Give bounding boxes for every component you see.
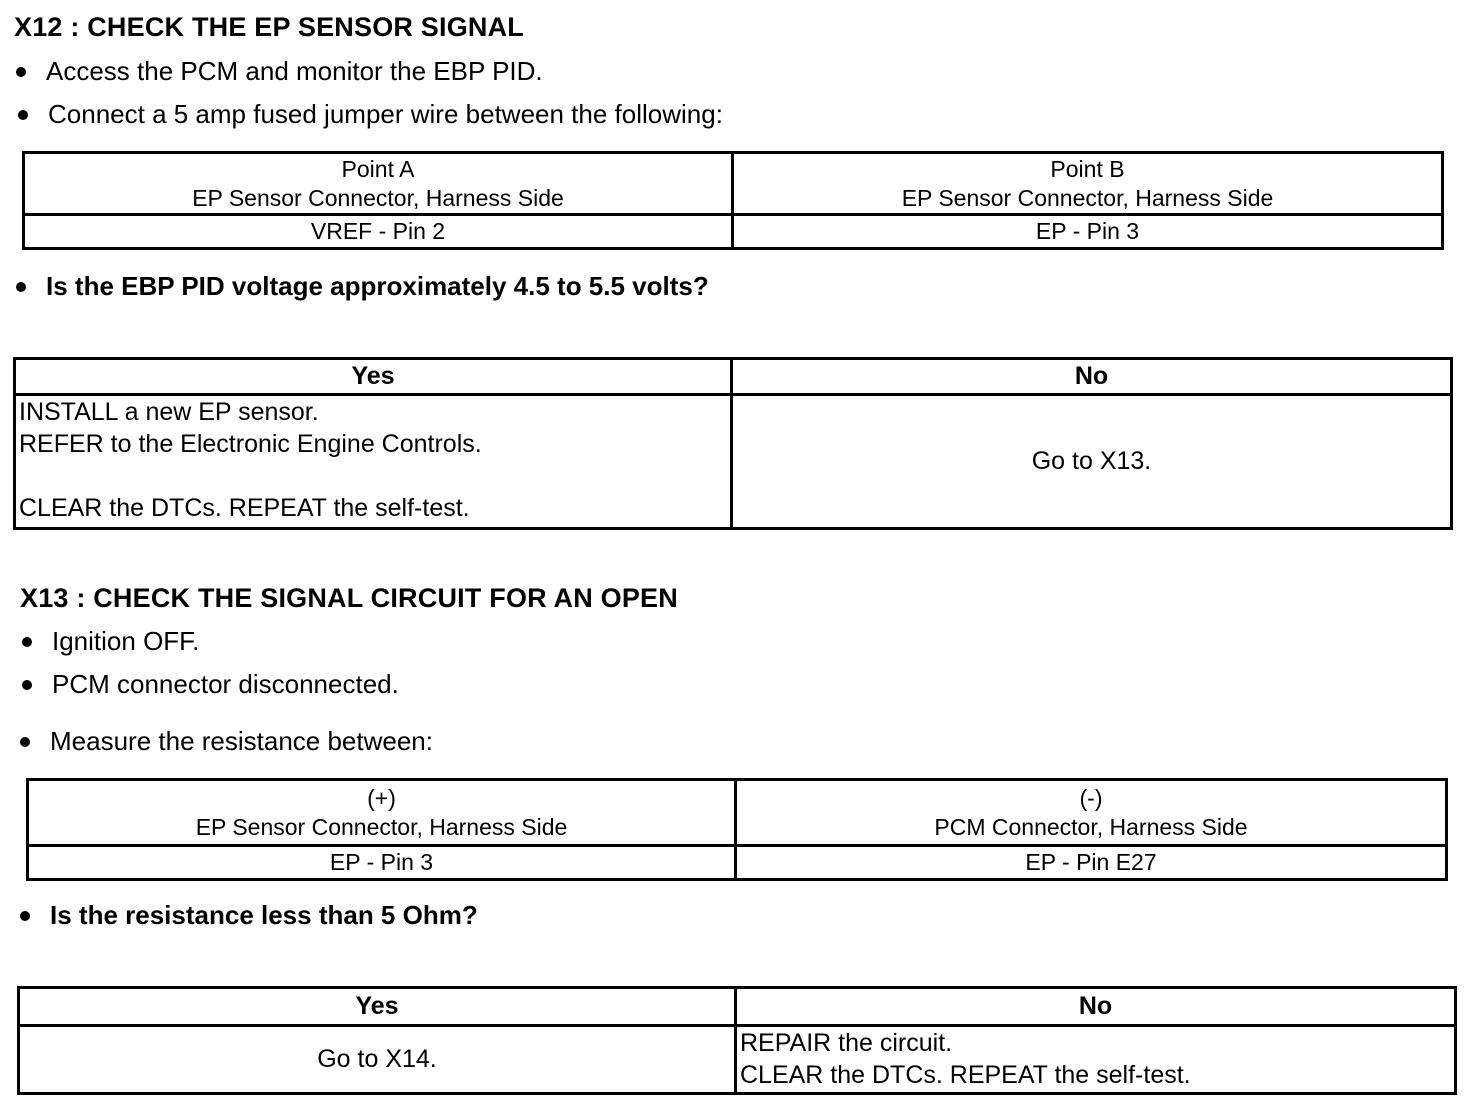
x12-jumper-table [22, 151, 1444, 250]
bullet-dot [18, 110, 28, 120]
x12-result-table [13, 357, 1453, 530]
result-yes-cell: INSTALL a new EP sensor. REFER to the Electronic Engine Controls. CLEAR the DTCs. REPEAT the self-test. [15, 395, 732, 529]
result-no-cell: REPAIR the circuit. CLEAR the DTCs. REPEAT the self-test. [736, 1026, 1456, 1094]
bullet-text: Measure the resistance between: [50, 726, 433, 756]
result-yes-cell: Go to X14. [19, 1026, 736, 1094]
bullet-text: Connect a 5 amp fused jumper wire between the following: [48, 99, 723, 129]
bullet-dot [22, 680, 32, 690]
x12-heading: X12 : CHECK THE EP SENSOR SIGNAL [14, 12, 524, 42]
measure-positive-header: (+) EP Sensor Connector, Harness Side [28, 780, 736, 846]
jumper-point-a-value: VREF - Pin 2 [24, 215, 733, 249]
bullet-dot [16, 67, 26, 77]
x13-question [20, 900, 478, 931]
bullet-dot [16, 282, 26, 292]
x13-bullet-ignition [22, 626, 199, 657]
bullet-text: Ignition OFF. [52, 626, 200, 656]
result-yes-header: Yes [15, 359, 732, 395]
bullet-dot [20, 737, 30, 747]
bullet-text: PCM connector disconnected. [52, 669, 399, 699]
question-text: Is the EBP PID voltage approximately 4.5 to 5.5 volts? [46, 271, 709, 301]
x12-bullet-jumper [18, 99, 723, 130]
jumper-point-a-header: Point A EP Sensor Connector, Harness Side [24, 153, 733, 215]
jumper-point-b-value: EP - Pin 3 [733, 215, 1443, 249]
x13-bullet-measure [20, 726, 433, 757]
measure-negative-value: EP - Pin E27 [736, 846, 1447, 880]
bullet-dot [22, 637, 32, 647]
jumper-point-b-header: Point B EP Sensor Connector, Harness Side [733, 153, 1443, 215]
result-no-header: No [732, 359, 1452, 395]
x12-question [16, 271, 709, 302]
result-no-cell: Go to X13. [732, 395, 1452, 529]
measure-negative-header: (-) PCM Connector, Harness Side [736, 780, 1447, 846]
result-no-header: No [736, 988, 1456, 1026]
bullet-dot [20, 911, 30, 921]
x13-heading: X13 : CHECK THE SIGNAL CIRCUIT FOR AN OPEN [20, 583, 678, 613]
x13-measure-table [26, 778, 1448, 881]
x13-result-table [17, 986, 1457, 1095]
result-yes-header: Yes [19, 988, 736, 1026]
measure-positive-value: EP - Pin 3 [28, 846, 736, 880]
x13-bullet-pcm [22, 669, 399, 700]
x12-bullet-monitor [16, 56, 543, 87]
question-text: Is the resistance less than 5 Ohm? [50, 900, 478, 930]
bullet-text: Access the PCM and monitor the EBP PID. [46, 56, 543, 86]
